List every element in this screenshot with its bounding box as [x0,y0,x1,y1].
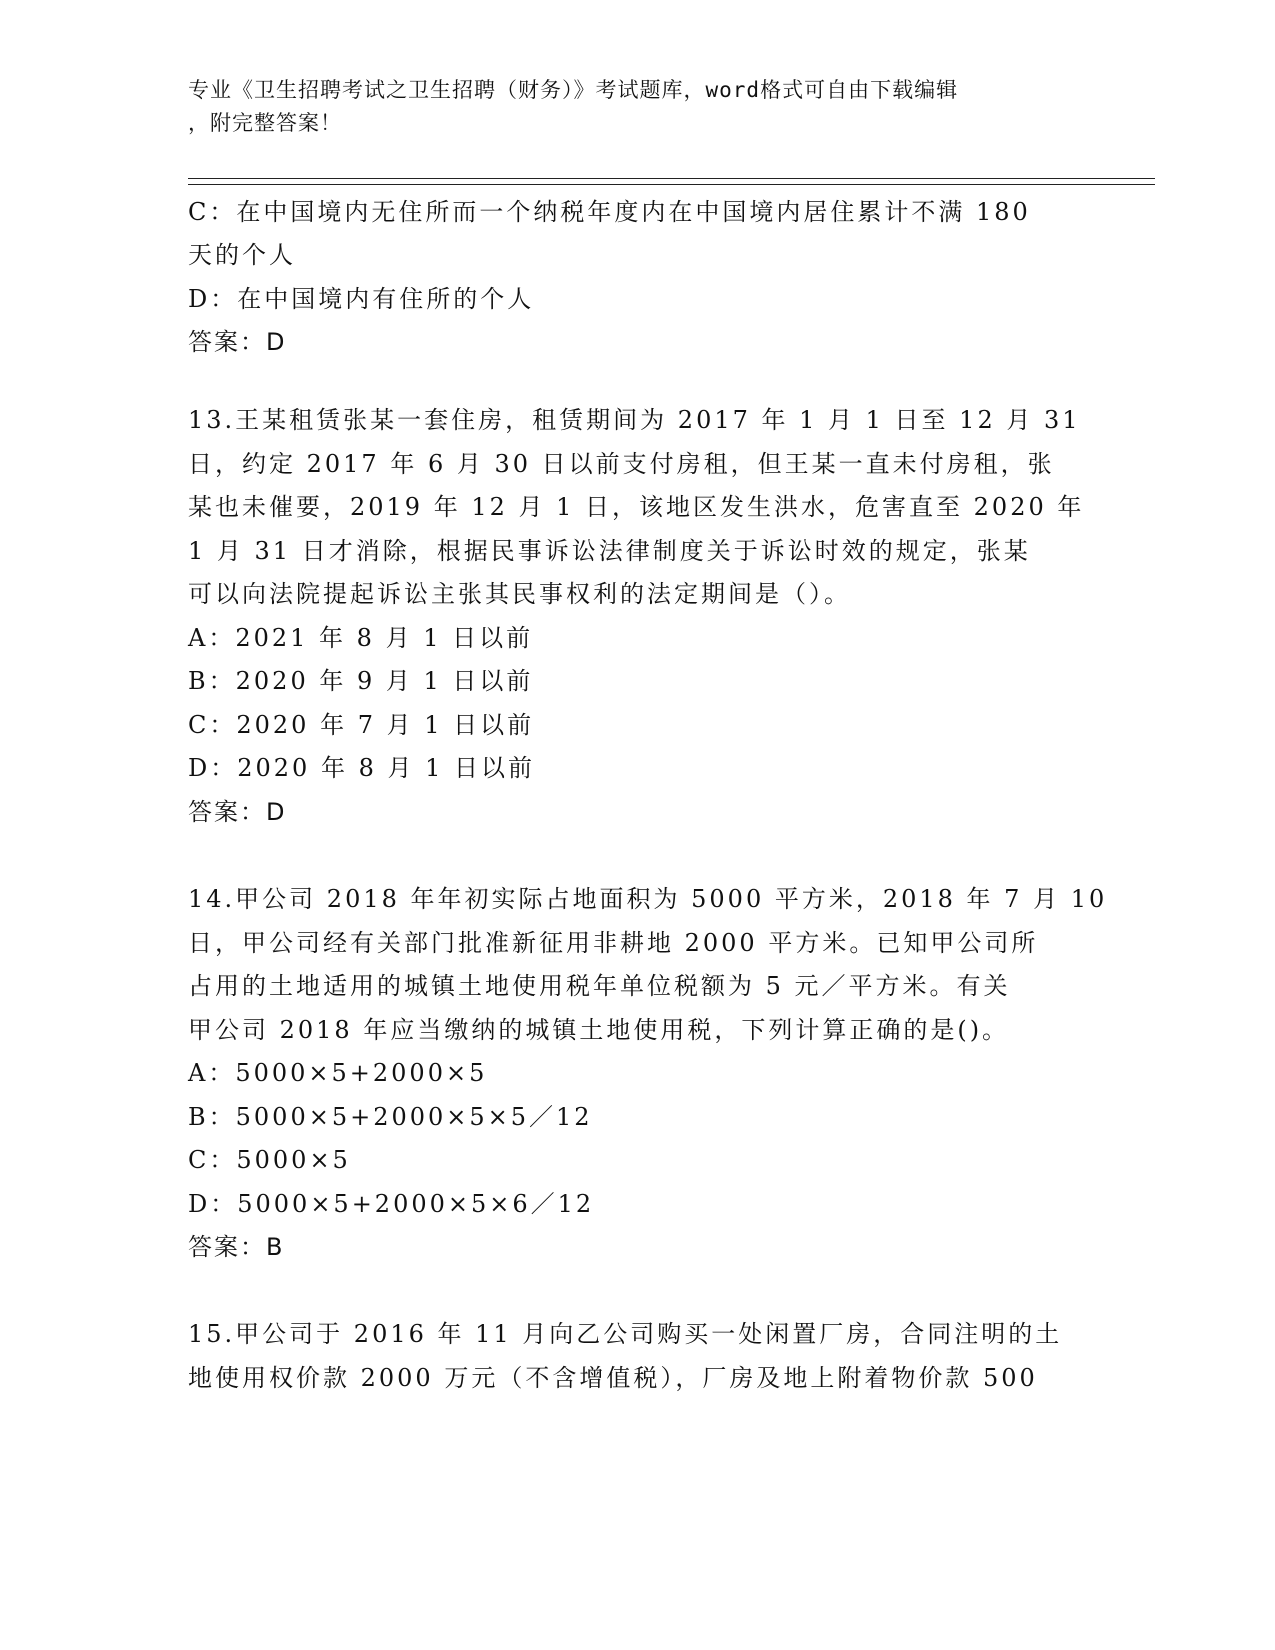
q13-option-c: C：2020 年 7 月 1 日以前 [188,711,535,739]
q14-stem-line-2: 日，甲公司经有关部门批准新征用非耕地 2000 平方米。已知甲公司所 [188,929,1039,957]
q14-answer: 答案：B [188,1233,285,1261]
q14-option-c: C：5000×5 [188,1146,351,1174]
header-divider-bottom [188,184,1155,185]
q13-stem-line-1: 13.王某租赁张某一套住房，租赁期间为 2017 年 1 月 1 日至 12 月 31 [188,406,1081,434]
q13-stem-line-2: 日，约定 2017 年 6 月 30 日以前支付房租，但王某一直未付房租，张 [188,450,1055,478]
q13-stem-line-5: 可以向法院提起诉讼主张其民事权利的法定期间是（）。 [188,580,851,608]
q13-option-d: D：2020 年 8 月 1 日以前 [188,754,536,782]
q13-option-a: A：2021 年 8 月 1 日以前 [188,624,534,652]
q13-option-b: B：2020 年 9 月 1 日以前 [188,667,534,695]
q15-stem-line-2: 地使用权价款 2000 万元（不含增值税），厂房及地上附着物价款 500 [188,1364,1038,1392]
q13-stem-line-3: 某也未催要，2019 年 12 月 1 日，该地区发生洪水，危害直至 2020 年 [188,493,1085,521]
q14-option-a: A：5000×5+2000×5 [188,1059,488,1087]
q14-option-b: B：5000×5+2000×5×5／12 [188,1103,593,1131]
header-line-1: 专业《卫生招聘考试之卫生招聘（财务）》考试题库，word格式可自由下载编辑 [188,78,959,102]
header-divider-top [188,178,1155,179]
document-header [188,74,1068,140]
q12-option-c-line-2: 天的个人 [188,241,296,269]
q12-option-d: D：在中国境内有住所的个人 [188,285,535,313]
q15-stem-line-1: 15.甲公司于 2016 年 11 月向乙公司购买一处闲置厂房，合同注明的土 [188,1320,1063,1348]
q13-answer: 答案：D [188,798,287,826]
q14-option-d: D：5000×5+2000×5×6／12 [188,1190,595,1218]
q14-stem-line-3: 占用的土地适用的城镇土地使用税年单位税额为 5 元／平方米。有关 [188,972,1011,1000]
q12-option-c-line-1: C：在中国境内无住所而一个纳税年度内在中国境内居住累计不满 180 [188,198,1031,226]
header-line-2: ，附完整答案！ [188,111,342,135]
q14-stem-line-4: 甲公司 2018 年应当缴纳的城镇土地使用税，下列计算正确的是()。 [188,1016,1010,1044]
q14-stem-line-1: 14.甲公司 2018 年年初实际占地面积为 5000 平方米，2018 年 7 月 10 [188,885,1108,913]
q13-stem-line-4: 1 月 31 日才消除，根据民事诉讼法律制度关于诉讼时效的规定，张某 [188,537,1031,565]
q12-answer: 答案：D [188,328,287,356]
